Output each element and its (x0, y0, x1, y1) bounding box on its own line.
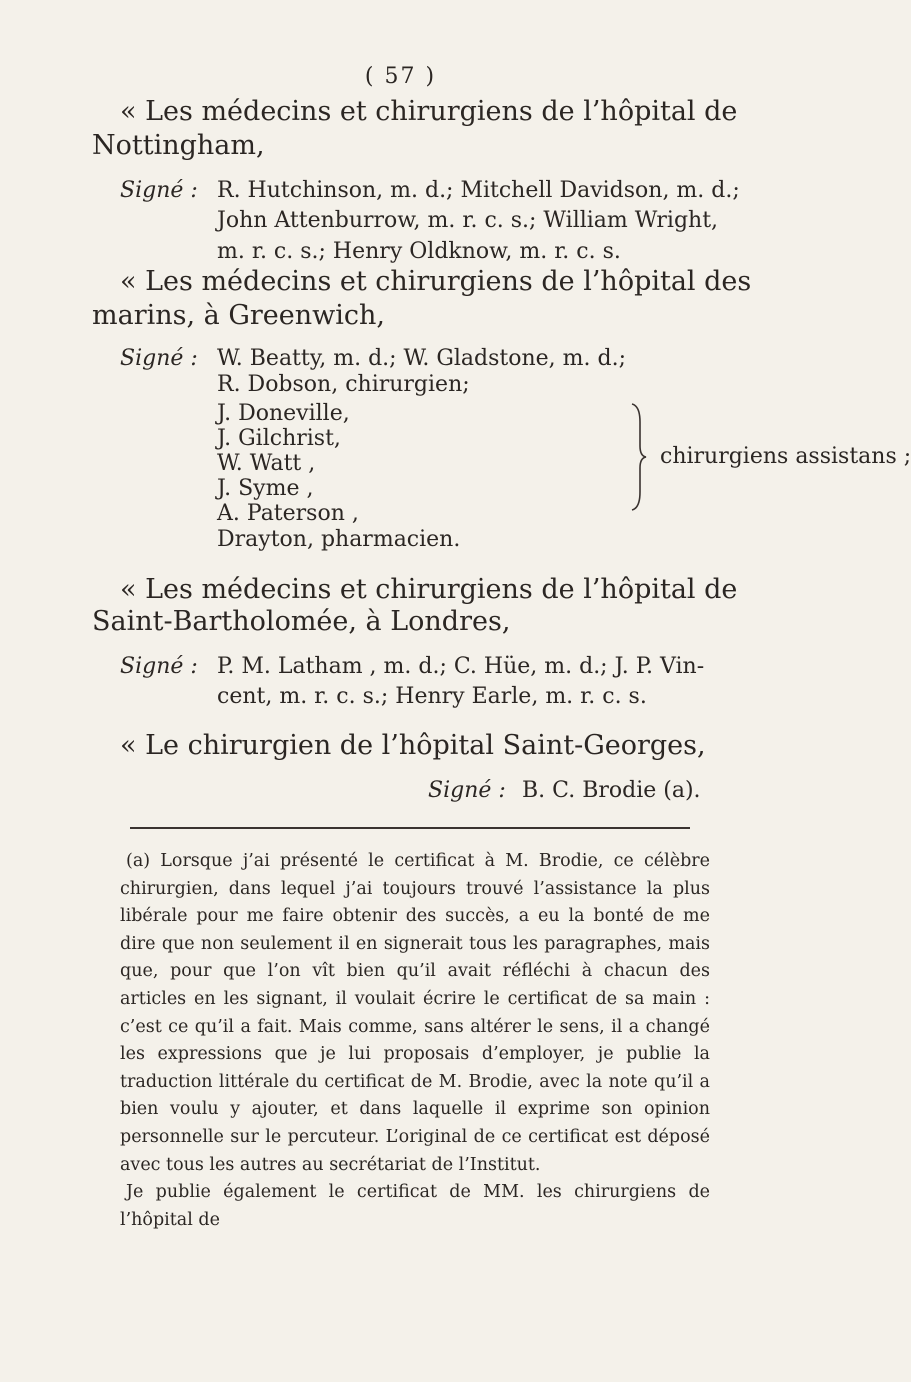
section-heading-line: « Le chirurgien de l’hôpital Saint-Georges, (120, 730, 706, 761)
pharmacist-line: Drayton, pharmacien. (217, 527, 461, 552)
page-number: ( 57 ) (364, 64, 437, 89)
brace-icon (630, 402, 648, 512)
assistant-name: J. Doneville, (217, 401, 350, 426)
signe-label: Signé : (120, 654, 198, 679)
signature-line: B. C. Brodie (a). (522, 778, 701, 803)
footnote-paragraph: Je publie également le certificat de MM. les chirurgiens de l’hôpital de (120, 1182, 710, 1230)
signe-label: Signé : (120, 178, 198, 203)
footnote-paragraph: (a) Lorsque j’ai présenté le certificat à M. Brodie, ce célèbre chirurgien, dans lequel j’ai toujours trouvé l’assistance la plus libérale pour me faire obtenir des succès, a eu la bonté de me dire que non seulement il en signerait tous les paragraphes, mais que, pour que l’on vît bien qu’il avait réfléchi à chacun des articles en les signant, il voulait écrire le certificat de sa main : c’est ce qu’il a fait. Mais comme, sans altérer le sens, il a changé les expressions que je lui proposais d’employer, je publie la traduction littérale du certificat de M. Brodie, avec la note qu’il a bien voulu y ajouter, et dans laquelle il exprime son opinion personnelle sur le percuteur. L’original de ce certificat est déposé avec tous les autres au secrétariat de l’Institut. (120, 851, 710, 1175)
section-heading-line: Nottingham, (92, 130, 265, 161)
assistant-name: A. Paterson , (217, 501, 359, 526)
assistant-name: J. Syme , (217, 476, 314, 501)
signature-line: cent, m. r. c. s.; Henry Earle, m. r. c. s. (217, 684, 647, 709)
assistant-name: J. Gilchrist, (217, 426, 341, 451)
section-heading-line: marins, à Greenwich, (92, 300, 385, 331)
signature-line: m. r. c. s.; Henry Oldknow, m. r. c. s. (217, 239, 621, 264)
signature-line: R. Hutchinson, m. d.; Mitchell Davidson, m. d.; (217, 178, 740, 203)
section-heading-line: « Les médecins et chirurgiens de l’hôpital de (120, 96, 738, 127)
assistant-name: W. Watt , (217, 451, 316, 476)
footnote (120, 848, 710, 1234)
assistants-label: chirurgiens assistans ; (660, 444, 911, 469)
signe-label: Signé : (428, 778, 506, 803)
signature-line: John Attenburrow, m. r. c. s.; William Wright, (217, 208, 719, 233)
footnote-divider (130, 827, 690, 829)
signature-line: R. Dobson, chirurgien; (217, 372, 470, 397)
section-heading-line: « Les médecins et chirurgiens de l’hôpital des (120, 266, 752, 297)
section-heading-line: « Les médecins et chirurgiens de l’hôpital de (120, 574, 738, 605)
section-heading-line: Saint-Bartholomée, à Londres, (92, 606, 511, 637)
signature-line: W. Beatty, m. d.; W. Gladstone, m. d.; (217, 346, 627, 371)
signature-line: P. M. Latham , m. d.; C. Hüe, m. d.; J. P. Vin- (217, 654, 705, 679)
signe-label: Signé : (120, 346, 198, 371)
